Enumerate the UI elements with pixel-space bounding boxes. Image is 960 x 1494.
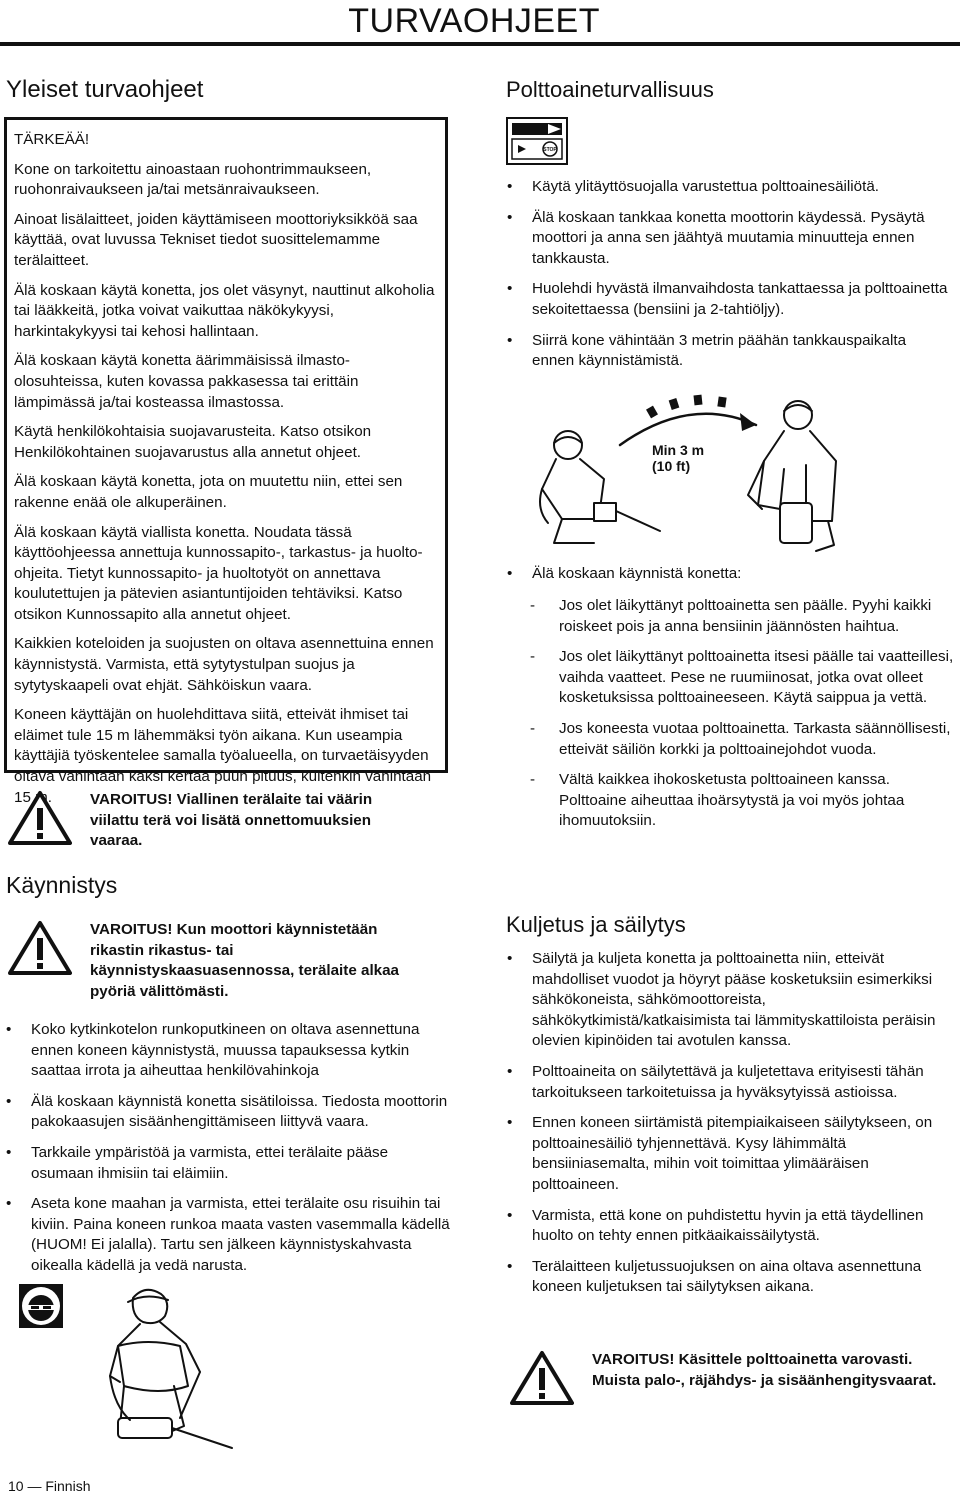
list-item [507, 949, 957, 1052]
footer-language: Finnish [45, 1478, 91, 1494]
important-paragraph: Kaikkien koteloiden ja suojusten on oltava asennettuina ennen käynnistystä. Varmista, että sytytystulpan suojus ja sytytyskaapeli ovat ehjät. Sähköiskun vaara. [14, 635, 434, 694]
warning-triangle-icon [8, 790, 72, 846]
warning-block-choke [8, 920, 448, 1002]
warning-triangle-icon [510, 1350, 574, 1406]
list-item-text: Koko kytkinkotelon runkoputkineen on oltava asennettuna ennen koneen käynnistystä, muussa tapauksessa kytkin saattaa irrota ja aiheuttaa henkilövahinkoja [31, 1021, 420, 1080]
dash-marker: - [530, 597, 536, 614]
fuel-safety-heading: Polttoaineturvallisuus [506, 77, 714, 102]
list-item-text: Säilytä ja kuljeta konetta ja polttoainetta niin, etteivät mahdolliset vuodot ja höyryt pääse kosketuksiin esimerkiksi sähkökoneista, sähkömoottoreista, sähkökytkimistä/katkaisimista tai lämmityskattiloista peräisin olevien kipinöiden tai avotulen kanssa. [532, 950, 936, 1050]
bullet-icon: • [507, 1062, 513, 1080]
bullet-icon: • [507, 280, 513, 298]
list-item-text: Jos koneesta vuotaa polttoainetta. Tarkasta säännöllisesti, etteivät säiliön korkki ja polttoainejohdot vuoda. [559, 719, 951, 758]
important-paragraph: Älä koskaan käytä konetta äärimmäisissä ilmasto-olosuhteissa, kuten kovassa pakkasessa tai erittäin lämpimässä ja/tai kosteassa ilmastossa. [14, 352, 359, 411]
list-item [507, 564, 952, 585]
distance-label: Min 3 m [652, 442, 705, 458]
bullet-icon: • [507, 178, 513, 195]
bullet-icon: • [507, 950, 513, 967]
important-paragraph: Kone on tarkoitettu ainoastaan ruohontrimmaukseen, ruohonraivaukseen ja/tai metsänraivaukseen. [14, 160, 372, 199]
warning-text: VAROITUS! Käsittele polttoainetta varovasti. Muista palo-, räjähdys- ja sisäänhengitysvaarat. [592, 1351, 937, 1389]
important-paragraph: Älä koskaan käytä konetta, jos olet väsynyt, nauttinut alkoholia tai lääkkeitä, jotka voivat vaikuttaa näkökykyysi, harkintakykyysi tai kehosi hallintaan. [14, 281, 435, 340]
transport-storage-heading: Kuljetus ja säilytys [506, 912, 686, 937]
list-item [6, 1092, 451, 1133]
list-item-text: Älä koskaan käynnistä konetta: [532, 565, 742, 582]
list-item [507, 1113, 957, 1195]
list-item [507, 208, 952, 270]
list-item-text: Käytä ylitäyttösuojalla varustettua polttoainesäiliötä. [532, 178, 879, 195]
general-safety-heading: Yleiset turvaohjeet [6, 76, 204, 103]
list-item [507, 279, 952, 320]
warning-block-blade [8, 790, 448, 852]
list-item [530, 719, 955, 760]
refuel-distance-illustration [528, 385, 858, 555]
list-item-text: Huolehdi hyvästä ilmanvaihdosta tankattaessa ja polttoainetta sekoitettaessa (bensiini ja 2-tahtiöljy). [532, 280, 948, 318]
list-item-text: Terälaitteen kuljetussuojuksen on aina oltava asennettuna koneen kuljetuksen tai säilytyksen aikana. [532, 1257, 922, 1296]
list-item-text: Siirrä kone vähintään 3 metrin päähän tankkauspaikalta ennen käynnistämistä. [532, 331, 907, 370]
important-box [4, 117, 448, 806]
bullet-icon: • [507, 208, 513, 226]
list-item-text: Varmista, että kone on puhdistettu hyvin ja että täydellinen huolto on tehty ennen pitkäaikaissäilytystä. [532, 1206, 924, 1245]
protective-gear-icon [18, 1283, 64, 1329]
bullet-icon: • [507, 331, 513, 349]
transport-bullet-list [507, 949, 957, 1308]
starting-heading: Käynnistys [6, 872, 118, 898]
list-item-text: Jos olet läikyttänyt polttoainetta itsesi päälle tai vaatteillesi, vaihda vaatteet. Pese ne ruumiinosat, jotka ovat olleet kosketuksissa polttoaineeseen. Käytä saippua ja vettä. [559, 648, 954, 707]
important-paragraph: Käytä henkilökohtaisia suojavarusteita. Katso otsikon Henkilökohtainen suojavarustus alla annetut ohjeet. [14, 423, 372, 461]
warning-block-fuel [510, 1350, 955, 1406]
warning-text: VAROITUS! Viallinen terälaite tai väärin viilattu terä voi lisätä onnettomuuksien vaaraa. [90, 791, 373, 850]
distance-label-ft: (10 ft) [652, 458, 691, 474]
important-paragraph: Ainoat lisälaitteet, joiden käyttämiseen moottoriyksikköä saa käyttää, ovat luvussa Tekniset tiedot suosittelemamme terälaitteet. [14, 210, 418, 269]
bullet-icon: • [507, 1114, 513, 1132]
list-item-text: Ennen koneen siirtämistä pitempiaikaiseen säilytykseen, on polttoainesäiliö tyhjennettävä. Kysy lähimmältä bensiiniasemalta, mihin voit toimittaa ylimääräisen polttoaineen. [532, 1114, 933, 1193]
list-item-text: Polttoaineita on säilytettävä ja kuljetettava erityisesti tähän tarkoitukseen tarkoitetuissa ja hyväksytyissä astioissa. [532, 1062, 924, 1101]
page-number: 10 [8, 1478, 24, 1494]
list-item-text: Älä koskaan tankkaa konetta moottorin käydessä. Pysäytä moottori ja anna sen jäähtyä muutamia minuutteja ennen tankkausta. [532, 208, 925, 267]
warning-text: VAROITUS! Kun moottori käynnistetään rikastin rikastus- tai käynnistyskaasuasennossa, terälaite alkaa pyöriä välittömästi. [90, 921, 400, 1000]
important-paragraph: Älä koskaan käytä viallista konetta. Noudata tässä käyttöohjeessa annettuja kunnossapito-, tarkastus- ja huolto-ohjeita. Tietyt kunnossapito- ja huoltotyöt on annettava koulutettujen ja pätevien asiantuntijoiden tehtäviksi. Katso otsikon Kunnossapito alla annetut ohjeet. [14, 523, 423, 623]
important-paragraph: Koneen käyttäjän on huolehdittava siitä, etteivät ihmiset tai eläimet tule 15 m lähemmäksi työn aikana. Kun useampia käyttäjiä työskentelee samalla työalueella, on turvaetäisyyden oltava vähintään kaksi kertaa puun pituus, kuitenkin vähintään 15 m. [14, 706, 432, 806]
list-item-text: Älä koskaan käynnistä konetta sisätiloissa. Tiedosta moottorin pakokaasujen sisäänhengittämiseen liittyvä vaara. [31, 1092, 448, 1131]
list-item [507, 177, 952, 198]
list-item [507, 1257, 957, 1298]
page-footer [8, 1478, 91, 1494]
fuel-stop-symbol-icon [506, 117, 568, 165]
bullet-icon: • [6, 1092, 12, 1110]
fuel-bullet-list [507, 177, 952, 382]
page-header-title: TURVAOHJEET [348, 2, 600, 40]
bullet-icon: • [507, 1257, 513, 1275]
list-item [530, 770, 955, 832]
bullet-icon: • [6, 1195, 12, 1213]
stop-label: STOP [543, 147, 557, 153]
list-item-text: Jos olet läikyttänyt polttoainetta sen päälle. Pyyhi kaikki roiskeet pois ja anna bensiinin jäännösten haihtua. [559, 597, 932, 635]
never-start-conditions [530, 596, 955, 842]
dash-marker: - [530, 648, 536, 666]
list-item-text: Tarkkaile ympäristöä ja varmista, ettei terälaite pääse osumaan ihmisiin tai eläimiin. [31, 1143, 389, 1182]
never-start-list [507, 564, 952, 595]
list-item [6, 1143, 451, 1184]
dash-marker: - [530, 771, 536, 789]
starting-illustration [78, 1280, 238, 1460]
bullet-icon: • [6, 1021, 12, 1038]
warning-triangle-icon [8, 920, 72, 976]
list-item [507, 331, 952, 372]
bullet-icon: • [507, 565, 513, 582]
list-item-text: Aseta kone maahan ja varmista, ettei terälaite osu risuihin tai kiviin. Paina koneen runkoa maata vasten vasemmalla kädellä (HUOM! Ei jalalla). Tartu sen jälkeen käynnistyskahvasta oikealla kädellä ja vedä narusta. [31, 1195, 450, 1274]
list-item [507, 1206, 957, 1247]
dash-marker: - [530, 719, 536, 737]
list-item [6, 1020, 451, 1082]
important-paragraph: TÄRKEÄÄ! [14, 131, 90, 148]
bullet-icon: • [507, 1206, 513, 1224]
bullet-icon: • [6, 1143, 12, 1161]
list-item-text: Vältä kaikkea ihokosketusta polttoaineen kanssa. Polttoaine aiheuttaa ihoärsytystä ja voi myös johtaa ihomuutoksiin. [559, 771, 905, 830]
list-item [530, 596, 955, 637]
list-item [530, 647, 955, 709]
footer-separator: — [27, 1478, 42, 1494]
important-paragraph: Älä koskaan käytä konetta, jota on muutettu niin, ettei sen rakenne enää ole alkuperäinen. [14, 473, 403, 511]
list-item [507, 1062, 957, 1103]
header-rule [0, 42, 960, 46]
starting-bullet-list [6, 1020, 451, 1287]
list-item [6, 1194, 451, 1276]
